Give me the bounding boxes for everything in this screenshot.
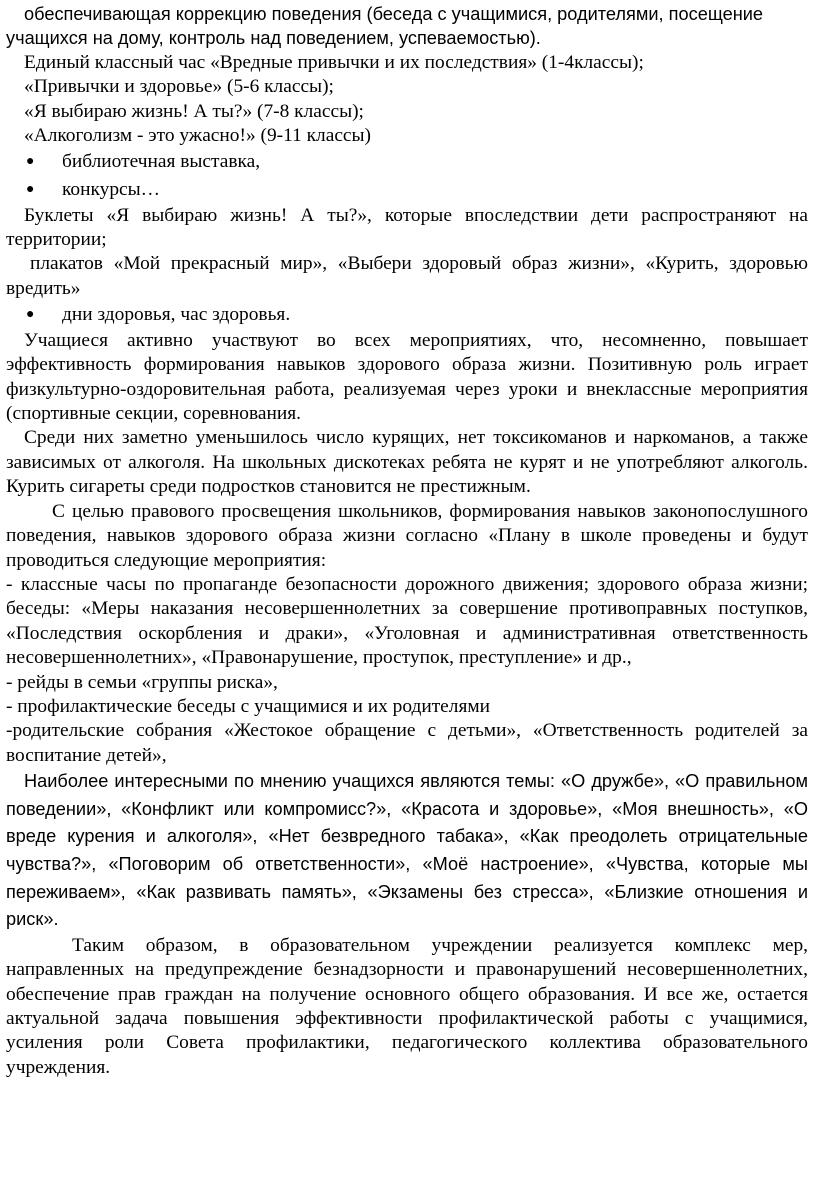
list-item-health-days bbox=[6, 301, 808, 329]
paragraph-booklets: Буклеты «Я выбираю жизнь! А ты?», которые впоследствии дети распространяют на территории; bbox=[6, 204, 808, 251]
paragraph-legal-education: С целью правового просвещения школьников, формирования навыков законопослушного поведения, навыков здорового образа жизни согласно «Плану в школе проведены и будут проводиться следующие мероприятия: bbox=[6, 500, 808, 571]
paragraph-alcoholism: «Алкоголизм - это ужасно!» (9-11 классы) bbox=[24, 125, 372, 147]
paragraph-habits-health: «Привычки и здоровье» (5-6 классы); bbox=[24, 76, 334, 98]
paragraph-raids: - рейды в семьи «группы риска», bbox=[6, 671, 278, 693]
list-item-label: конкурсы… bbox=[62, 179, 161, 201]
bullet-dot-icon: ● bbox=[26, 307, 35, 323]
paragraph-posters: плакатов «Мой прекрасный мир», «Выбери здоровый образ жизни», «Курить, здоровью вредить» bbox=[6, 253, 808, 299]
paragraph-class-hours: - классные часы по пропаганде безопасности дорожного движения; здорового образа жизни; беседы: «Меры наказания несовершеннолетних за совершение противоправных поступков, «Последствия оскорбления и драки», «Уголовная и административная ответственность несовершеннолетних», «Правонарушение, проступок, преступление» и др., bbox=[6, 573, 808, 669]
paragraph-interesting-topics: Наиболее интересными по мнению учащихся являются темы: «О дружбе», «О правильном поведении», «Конфликт или компромисс?», «Красота и здоровье», «Моя внешность», «О вреде курения и алкоголя», «Нет безвредного табака», «Как преодолеть отрицательные чувства?», «Поговорим об ответственности», «Моё настроение», «Чувства, которые мы переживаем», «Как развивать память», «Экзамены без стресса», «Близкие отношения и риск». bbox=[6, 771, 808, 930]
list-item-library-exhibition bbox=[6, 148, 808, 176]
paragraph-preventive-talks: - профилактические беседы с учащимися и их родителями bbox=[6, 695, 491, 717]
list-item-label: дни здоровья, час здоровья. bbox=[62, 304, 291, 326]
paragraph-class-hour: Единый классный час «Вредные привычки и их последствия» (1-4классы); bbox=[24, 51, 644, 73]
paragraph-conclusion: Таким образом, в образовательном учреждении реализуется комплекс мер, направленных на предупреждение безнадзорности и правонарушений несовершеннолетних, обеспечение прав граждан на получение основного общего образования. И все же, остается актуальной задача повышения эффективности профилактической работы с учащимися, усиления роли Совета профилактики, педагогического коллектива образовательного учреждения. bbox=[6, 934, 808, 1078]
paragraph-students-participate: Учащиеся активно участвуют во всех мероприятиях, что, несомненно, повышает эффективность формирования навыков здорового образа жизни. Позитивную роль играет физкультурно-оздоровительная работа, реализуемая через уроки и внеклассные мероприятия (спортивные секции, соревнования. bbox=[6, 329, 808, 425]
paragraph-parent-meetings: -родительские собрания «Жестокое обращение с детьми», «Ответственность родителей за воспитание детей», bbox=[6, 720, 808, 766]
list-item-contests bbox=[6, 176, 808, 204]
bullet-dot-icon: ● bbox=[26, 182, 35, 198]
paragraph-behavior-correction: обеспечивающая коррекцию поведения (беседа с учащимися, родителями, посещение учащихся на дому, контроль над поведением, успеваемостью). bbox=[6, 4, 764, 49]
bullet-dot-icon: ● bbox=[26, 154, 35, 170]
list-item-label: библиотечная выставка, bbox=[62, 151, 261, 173]
paragraph-choose-life: «Я выбираю жизнь! А ты?» (7-8 классы); bbox=[24, 100, 364, 122]
paragraph-fewer-smokers: Среди них заметно уменьшилось число курящих, нет токсикоманов и наркоманов, а также зависимых от алкоголя. На школьных дискотеках ребята не курят и не употребляют алкоголь. Курить сигареты среди подростков становится не престижным. bbox=[6, 427, 808, 498]
